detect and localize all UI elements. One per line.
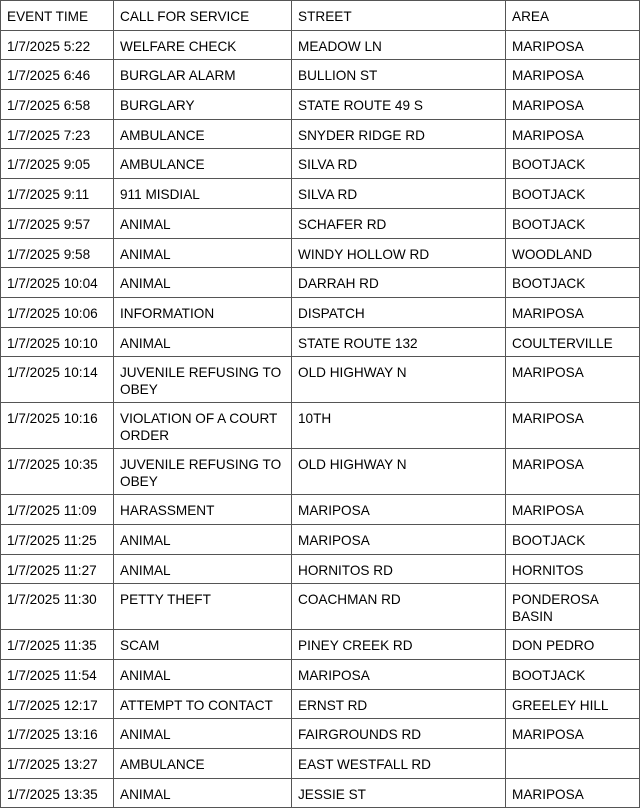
call-for-service-cell: SCAM <box>114 630 292 660</box>
area-cell: MARIPOSA <box>506 449 640 495</box>
event-time-cell: 1/7/2025 11:30 <box>1 584 114 630</box>
area-cell: MARIPOSA <box>506 495 640 525</box>
event-time-cell: 1/7/2025 11:27 <box>1 554 114 584</box>
table-row <box>1 208 640 238</box>
street-cell: PINEY CREEK RD <box>292 630 506 660</box>
event-time-cell: 1/7/2025 11:09 <box>1 495 114 525</box>
event-time-cell: 1/7/2025 5:22 <box>1 30 114 60</box>
table-row <box>1 660 640 690</box>
table-row <box>1 297 640 327</box>
table-row <box>1 30 640 60</box>
header-call-for-service: CALL FOR SERVICE <box>114 1 292 31</box>
area-cell: BOOTJACK <box>506 660 640 690</box>
table-row <box>1 689 640 719</box>
event-time-cell: 1/7/2025 11:35 <box>1 630 114 660</box>
header-street: STREET <box>292 1 506 31</box>
table-row <box>1 90 640 120</box>
street-cell: OLD HIGHWAY N <box>292 357 506 403</box>
area-cell: MARIPOSA <box>506 90 640 120</box>
event-time-cell: 1/7/2025 9:58 <box>1 238 114 268</box>
event-time-cell: 1/7/2025 9:05 <box>1 149 114 179</box>
call-for-service-cell: AMBULANCE <box>114 749 292 779</box>
event-time-cell: 1/7/2025 13:16 <box>1 719 114 749</box>
table-row <box>1 749 640 779</box>
call-for-service-cell: ANIMAL <box>114 778 292 808</box>
area-cell: COULTERVILLE <box>506 327 640 357</box>
event-time-cell: 1/7/2025 10:06 <box>1 297 114 327</box>
event-time-cell: 1/7/2025 11:25 <box>1 524 114 554</box>
area-cell: MARIPOSA <box>506 297 640 327</box>
event-time-cell: 1/7/2025 10:10 <box>1 327 114 357</box>
area-cell: BOOTJACK <box>506 268 640 298</box>
call-for-service-cell: ANIMAL <box>114 208 292 238</box>
area-cell: MARIPOSA <box>506 719 640 749</box>
area-cell: BOOTJACK <box>506 524 640 554</box>
street-cell: SCHAFER RD <box>292 208 506 238</box>
area-cell: DON PEDRO <box>506 630 640 660</box>
table-row <box>1 179 640 209</box>
area-cell: PONDEROSA BASIN <box>506 584 640 630</box>
table-row <box>1 60 640 90</box>
street-cell: MARIPOSA <box>292 660 506 690</box>
event-time-cell: 1/7/2025 11:54 <box>1 660 114 690</box>
event-time-cell: 1/7/2025 10:14 <box>1 357 114 403</box>
street-cell: STATE ROUTE 49 S <box>292 90 506 120</box>
street-cell: MEADOW LN <box>292 30 506 60</box>
street-cell: BULLION ST <box>292 60 506 90</box>
area-cell <box>506 749 640 779</box>
table-row <box>1 149 640 179</box>
call-for-service-cell: ANIMAL <box>114 554 292 584</box>
call-for-service-cell: ANIMAL <box>114 660 292 690</box>
table-row <box>1 630 640 660</box>
event-time-cell: 1/7/2025 6:58 <box>1 90 114 120</box>
area-cell: MARIPOSA <box>506 30 640 60</box>
area-cell: MARIPOSA <box>506 778 640 808</box>
table-row <box>1 524 640 554</box>
event-time-cell: 1/7/2025 10:04 <box>1 268 114 298</box>
event-time-cell: 1/7/2025 12:17 <box>1 689 114 719</box>
street-cell: MARIPOSA <box>292 524 506 554</box>
table-row <box>1 719 640 749</box>
call-for-service-cell: ATTEMPT TO CONTACT <box>114 689 292 719</box>
street-cell: STATE ROUTE 132 <box>292 327 506 357</box>
call-for-service-cell: ANIMAL <box>114 719 292 749</box>
table-row <box>1 357 640 403</box>
table-row <box>1 449 640 495</box>
street-cell: FAIRGROUNDS RD <box>292 719 506 749</box>
area-cell: HORNITOS <box>506 554 640 584</box>
street-cell: MARIPOSA <box>292 495 506 525</box>
table-row <box>1 268 640 298</box>
table-row <box>1 778 640 808</box>
call-for-service-cell: ANIMAL <box>114 268 292 298</box>
street-cell: 10TH <box>292 403 506 449</box>
area-cell: WOODLAND <box>506 238 640 268</box>
street-cell: DARRAH RD <box>292 268 506 298</box>
header-area: AREA <box>506 1 640 31</box>
event-time-cell: 1/7/2025 7:23 <box>1 119 114 149</box>
event-time-cell: 1/7/2025 10:35 <box>1 449 114 495</box>
call-for-service-cell: 911 MISDIAL <box>114 179 292 209</box>
event-time-cell: 1/7/2025 6:46 <box>1 60 114 90</box>
call-for-service-cell: BURGLARY <box>114 90 292 120</box>
area-cell: BOOTJACK <box>506 149 640 179</box>
table-row <box>1 119 640 149</box>
header-row <box>1 1 640 31</box>
call-for-service-cell: HARASSMENT <box>114 495 292 525</box>
area-cell: MARIPOSA <box>506 357 640 403</box>
street-cell: ERNST RD <box>292 689 506 719</box>
table-row <box>1 238 640 268</box>
area-cell: BOOTJACK <box>506 179 640 209</box>
table-row <box>1 584 640 630</box>
call-for-service-cell: ANIMAL <box>114 524 292 554</box>
area-cell: MARIPOSA <box>506 60 640 90</box>
call-for-service-cell: ANIMAL <box>114 238 292 268</box>
event-time-cell: 1/7/2025 13:27 <box>1 749 114 779</box>
street-cell: DISPATCH <box>292 297 506 327</box>
street-cell: COACHMAN RD <box>292 584 506 630</box>
event-time-cell: 1/7/2025 9:11 <box>1 179 114 209</box>
event-time-cell: 1/7/2025 10:16 <box>1 403 114 449</box>
call-for-service-cell: ANIMAL <box>114 327 292 357</box>
area-cell: GREELEY HILL <box>506 689 640 719</box>
table-row <box>1 403 640 449</box>
event-time-cell: 1/7/2025 13:35 <box>1 778 114 808</box>
call-for-service-cell: AMBULANCE <box>114 149 292 179</box>
street-cell: SILVA RD <box>292 149 506 179</box>
table-row <box>1 495 640 525</box>
street-cell: OLD HIGHWAY N <box>292 449 506 495</box>
table-row <box>1 554 640 584</box>
call-for-service-cell: AMBULANCE <box>114 119 292 149</box>
area-cell: BOOTJACK <box>506 208 640 238</box>
call-for-service-cell: JUVENILE REFUSING TO OBEY <box>114 449 292 495</box>
call-for-service-cell: PETTY THEFT <box>114 584 292 630</box>
area-cell: MARIPOSA <box>506 119 640 149</box>
call-for-service-cell: INFORMATION <box>114 297 292 327</box>
street-cell: SNYDER RIDGE RD <box>292 119 506 149</box>
area-cell: MARIPOSA <box>506 403 640 449</box>
call-for-service-cell: WELFARE CHECK <box>114 30 292 60</box>
call-for-service-cell: VIOLATION OF A COURT ORDER <box>114 403 292 449</box>
call-for-service-cell: BURGLAR ALARM <box>114 60 292 90</box>
street-cell: EAST WESTFALL RD <box>292 749 506 779</box>
street-cell: SILVA RD <box>292 179 506 209</box>
call-for-service-cell: JUVENILE REFUSING TO OBEY <box>114 357 292 403</box>
street-cell: WINDY HOLLOW RD <box>292 238 506 268</box>
table-row <box>1 327 640 357</box>
header-event-time: EVENT TIME <box>1 1 114 31</box>
street-cell: HORNITOS RD <box>292 554 506 584</box>
street-cell: JESSIE ST <box>292 778 506 808</box>
event-time-cell: 1/7/2025 9:57 <box>1 208 114 238</box>
